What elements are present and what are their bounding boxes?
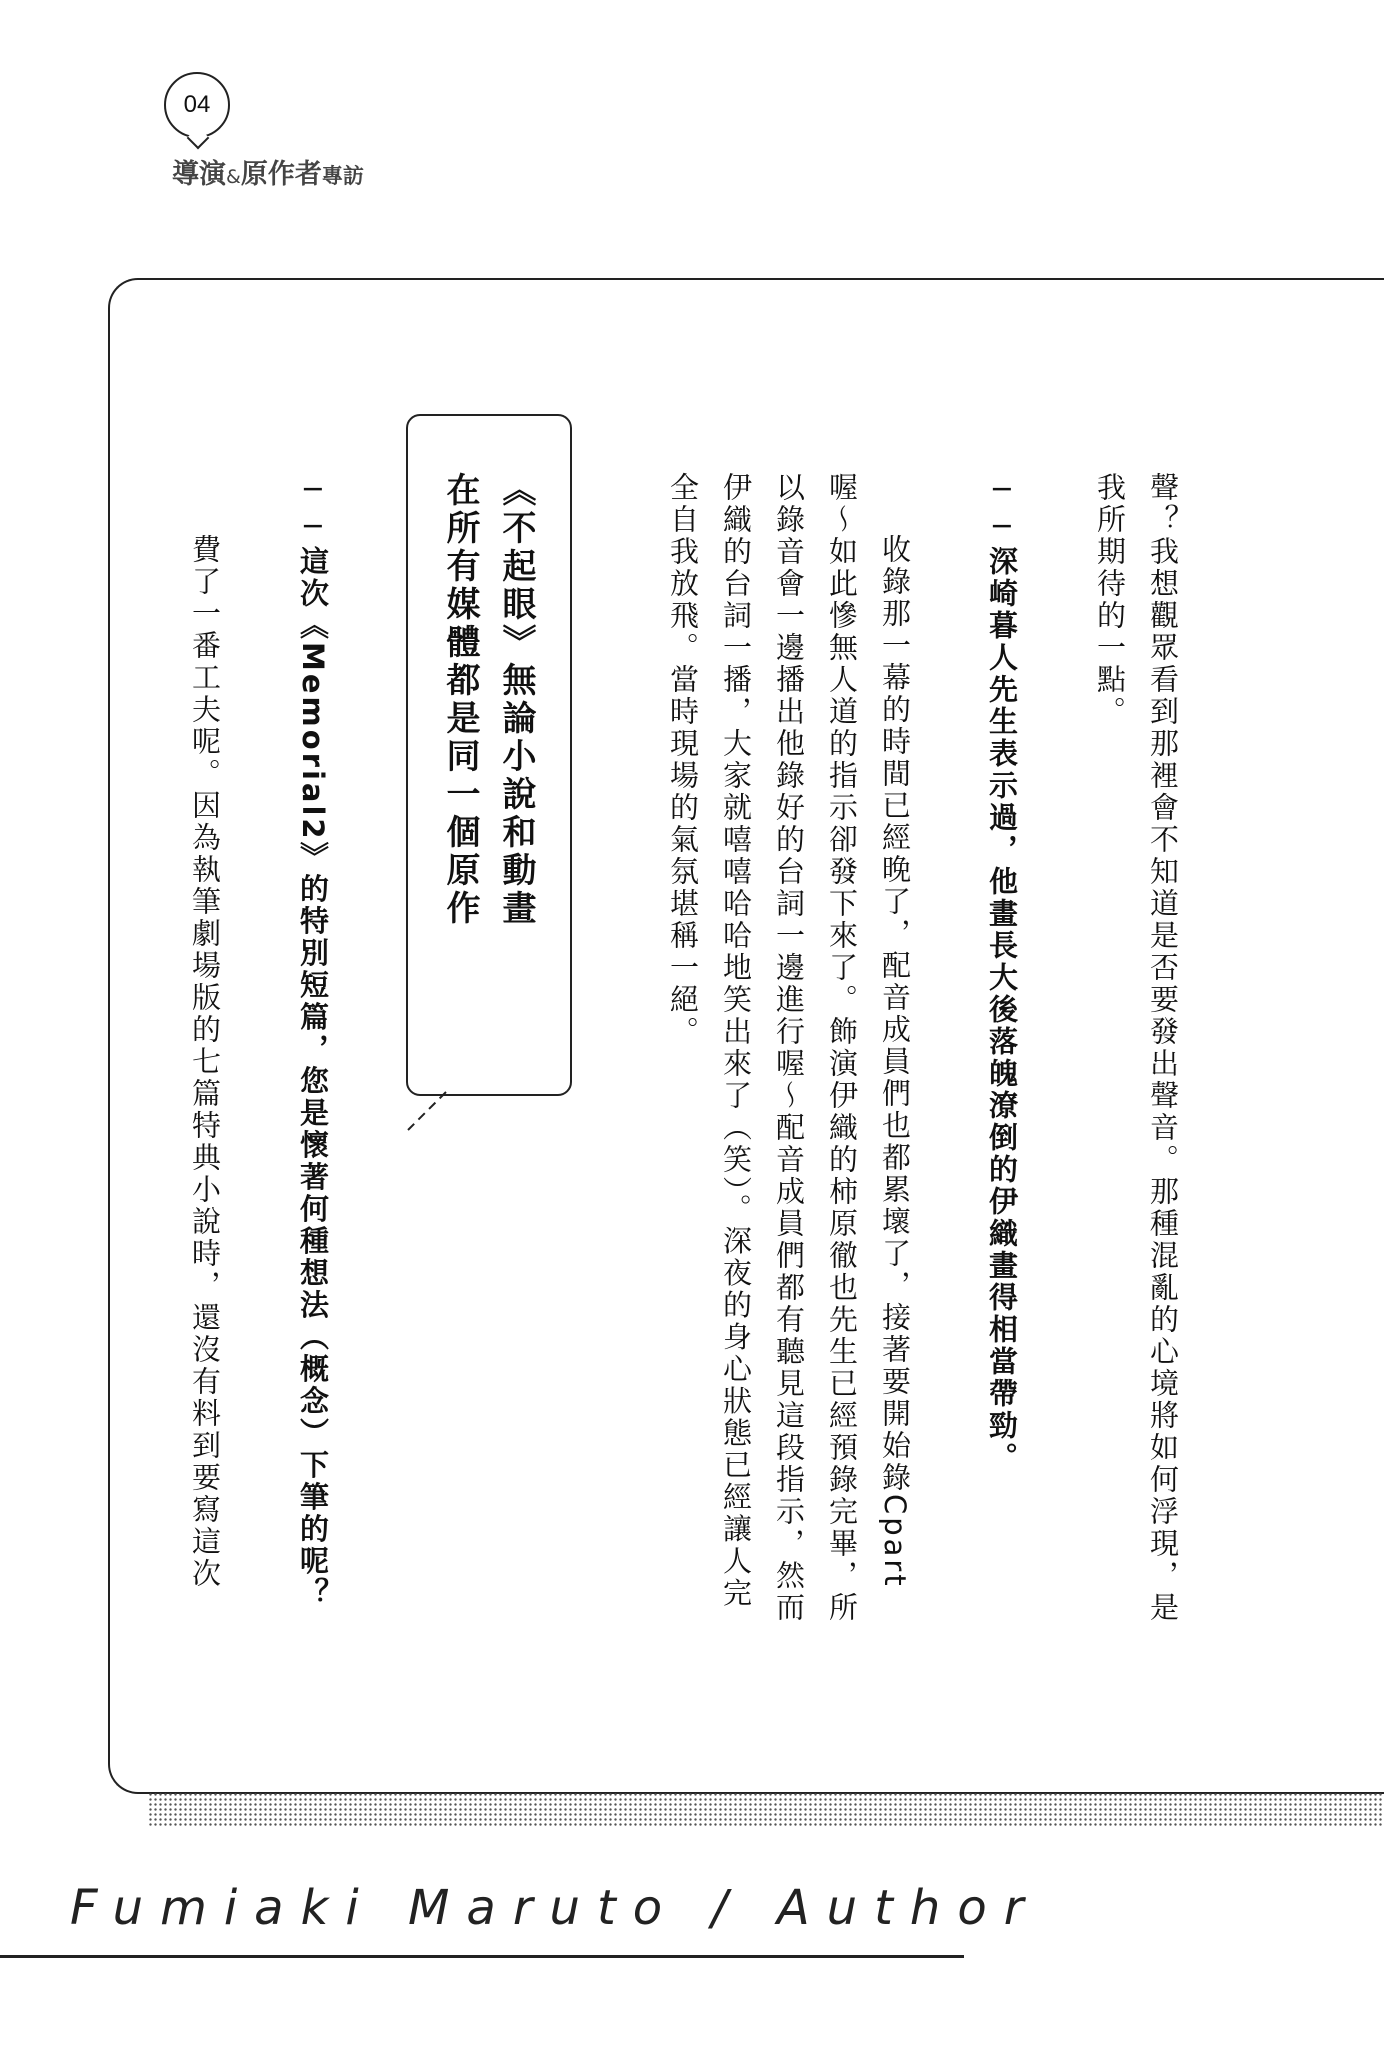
body-text-column: 聲？我想觀眾看到那裡會不知道是否要發出聲音。那種混亂的心境將如何浮現，是 bbox=[1146, 472, 1180, 1624]
page-number: 04 bbox=[183, 91, 211, 118]
pull-quote bbox=[432, 472, 544, 928]
section-title-directors: 導演 bbox=[172, 159, 226, 190]
body-text-column: 我所期待的一點。 bbox=[1093, 472, 1127, 728]
pull-quote-line: 在所有媒體都是同一個原作 bbox=[440, 472, 480, 928]
section-title bbox=[172, 152, 364, 191]
interview-question: ──深崎暮人先生表示過，他畫長大後落魄潦倒的伊織畫得相當帶勁。 bbox=[985, 472, 1019, 1474]
question-text: ──這次《 bbox=[296, 472, 330, 642]
body-text-column: 費了一番工夫呢。因為執筆劇場版的七篇特典小說時，還沒有料到要寫這次 bbox=[188, 534, 222, 1590]
question-text: 》的特別短篇，您是懷著何種想法（概念）下筆的呢？ bbox=[296, 841, 330, 1610]
panel-halftone-shadow bbox=[148, 1792, 1384, 1828]
section-title-interview: 專訪 bbox=[321, 164, 364, 188]
answer-text: 收錄那一幕的時間已經晚了，配音成員們也都累壞了，接著要開始錄 bbox=[878, 534, 912, 1494]
footer-rule bbox=[0, 1955, 964, 1958]
section-title-author: 原作者 bbox=[240, 159, 322, 190]
body-text-column: 以錄音會一邊播出他錄好的台詞一邊進行喔～配音成員們都有聽見這段指示，然而 bbox=[772, 472, 806, 1624]
pull-quote-line: 《不起眼》無論小說和動畫 bbox=[496, 472, 536, 928]
body-text-column: 喔～如此慘無人道的指示卻發下來了。飾演伊織的柿原徹也先生已經預錄完畢，所 bbox=[825, 472, 859, 1624]
pull-quote-tail bbox=[406, 1090, 456, 1134]
body-text-column: 伊織的台詞一播，大家就嘻嘻哈哈地笑出來了（笑）。深夜的身心狀態已經讓人完 bbox=[719, 472, 753, 1610]
body-text-column bbox=[868, 534, 921, 1589]
body-text-column: 全自我放飛。當時現場的氣氛堪稱一絕。 bbox=[666, 472, 700, 1048]
answer-text-latin: Cpart bbox=[878, 1494, 912, 1589]
section-title-ampersand: & bbox=[226, 166, 241, 188]
question-text-latin: Memorial2 bbox=[296, 642, 330, 842]
interview-question bbox=[286, 472, 339, 1610]
author-credit: Fumiaki Maruto / Author bbox=[70, 1880, 1041, 1936]
